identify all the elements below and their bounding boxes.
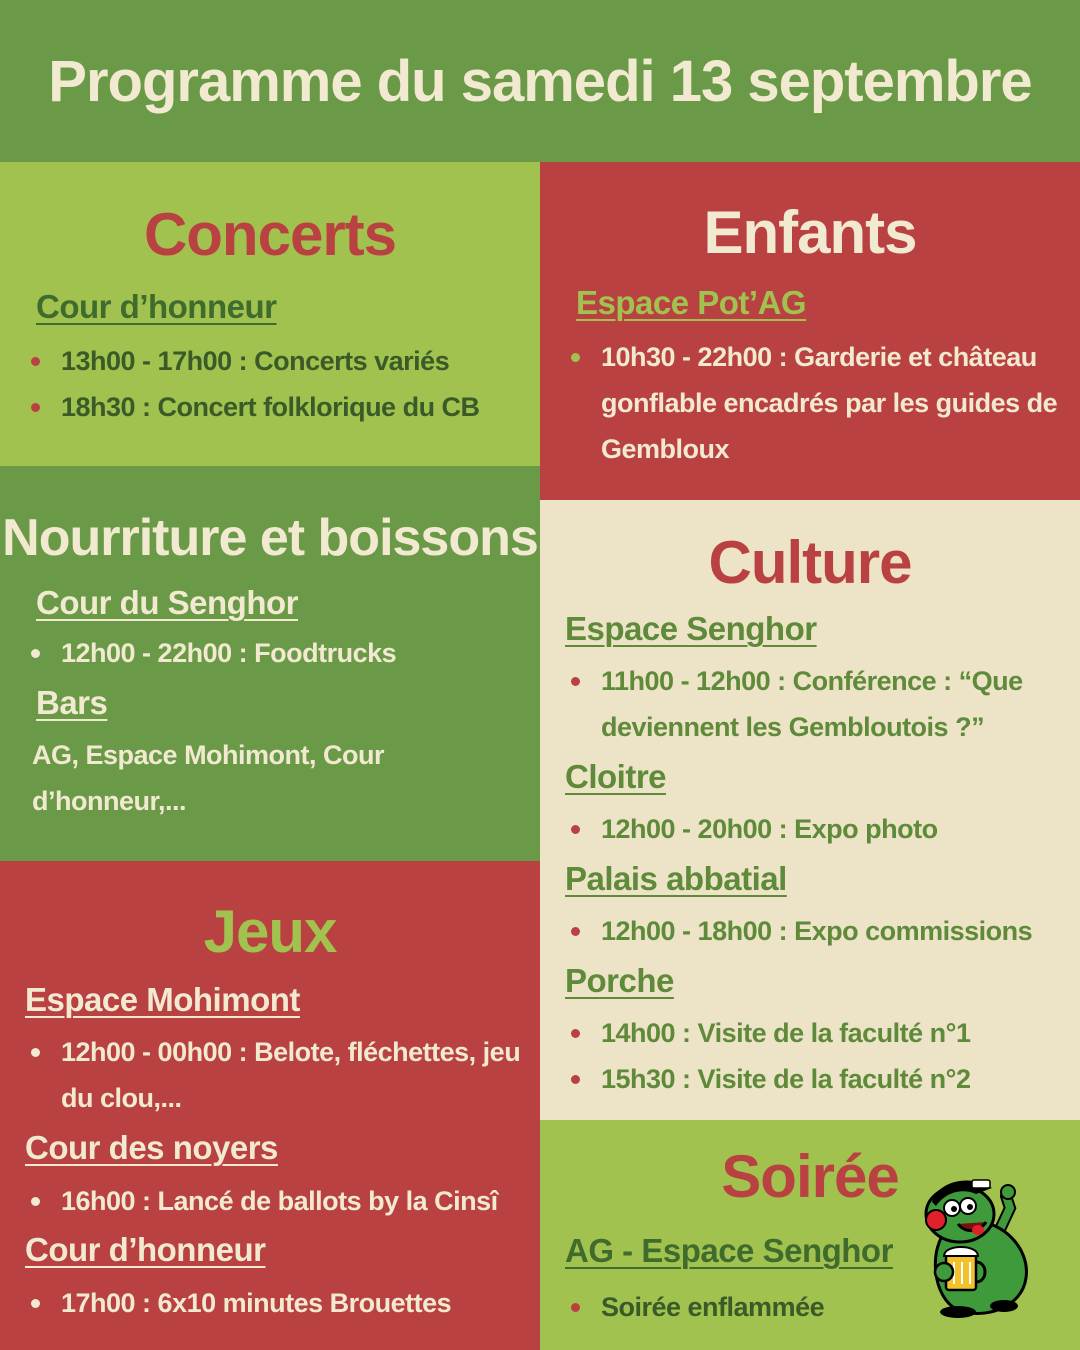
jeux-section [0,861,540,1350]
soiree-title: Soirée [721,1143,899,1210]
soiree-section [540,1120,1080,1350]
list-item: 14h00 : Visite de la faculté n°1 [565,1010,1075,1056]
culture-list-4 [565,1010,1075,1102]
culture-location-2: Cloitre [565,758,667,795]
bars-text: AG, Espace Mohimont, Cour d’honneur,... [32,740,385,816]
list-item: 13h00 - 17h00 : Concerts variés [25,338,480,384]
jeux-location-1: Espace Mohimont [25,981,300,1018]
concerts-section [0,162,540,466]
enfants-list [565,334,1080,472]
list-item: 12h00 - 00h00 : Belote, fléchettes, jeu du clou,... [25,1029,530,1121]
soiree-list [565,1284,824,1330]
nourriture-location: Cour du Senghor [36,584,298,621]
nourriture-list [25,630,396,676]
nourriture-section [0,466,540,861]
jeux-list-3 [25,1280,530,1326]
list-item: 18h30 : Concert folklorique du CB [25,384,480,430]
list-item: 17h00 : 6x10 minutes Brouettes [25,1280,530,1326]
list-item: 12h00 - 18h00 : Expo commissions [565,908,1075,954]
soiree-location: AG - Espace Senghor [565,1232,893,1269]
culture-location-4: Porche [565,962,674,999]
jeux-list-2 [25,1178,530,1224]
header-banner [0,0,1080,162]
culture-location-1: Espace Senghor [565,610,817,647]
list-item: 11h00 - 12h00 : Conférence : “Que deviennent les Gembloutois ?” [565,658,1075,750]
list-item: 12h00 - 22h00 : Foodtrucks [25,630,396,676]
green-mascot-beer-icon [918,1168,1042,1320]
jeux-location-2: Cour des noyers [25,1129,278,1166]
jeux-list-1 [25,1029,530,1121]
jeux-title: Jeux [203,898,337,965]
enfants-location: Espace Pot’AG [576,284,807,321]
enfants-section [540,162,1080,500]
list-item: 12h00 - 20h00 : Expo photo [565,806,1075,852]
concerts-location: Cour d’honneur [36,288,277,325]
list-item: 16h00 : Lancé de ballots by la Cinsî [25,1178,530,1224]
culture-title: Culture [708,529,912,596]
culture-section [540,500,1080,1120]
culture-list-2 [565,806,1075,852]
bars-heading: Bars [36,684,108,721]
culture-list-1 [565,658,1075,750]
enfants-title: Enfants [703,199,917,266]
page-title: Programme du samedi 13 septembre [48,48,1032,114]
culture-list-3 [565,908,1075,954]
jeux-location-3: Cour d’honneur [25,1231,266,1268]
nourriture-title: Nourriture et boissons [2,509,538,567]
concerts-title: Concerts [143,201,397,268]
concerts-list [25,338,480,430]
culture-location-3: Palais abbatial [565,860,787,897]
list-item: 10h30 - 22h00 : Garderie et château gonflable encadrés par les guides de Gembloux [565,334,1080,472]
list-item: 15h30 : Visite de la faculté n°2 [565,1056,1075,1102]
list-item: Soirée enflammée [565,1284,824,1330]
